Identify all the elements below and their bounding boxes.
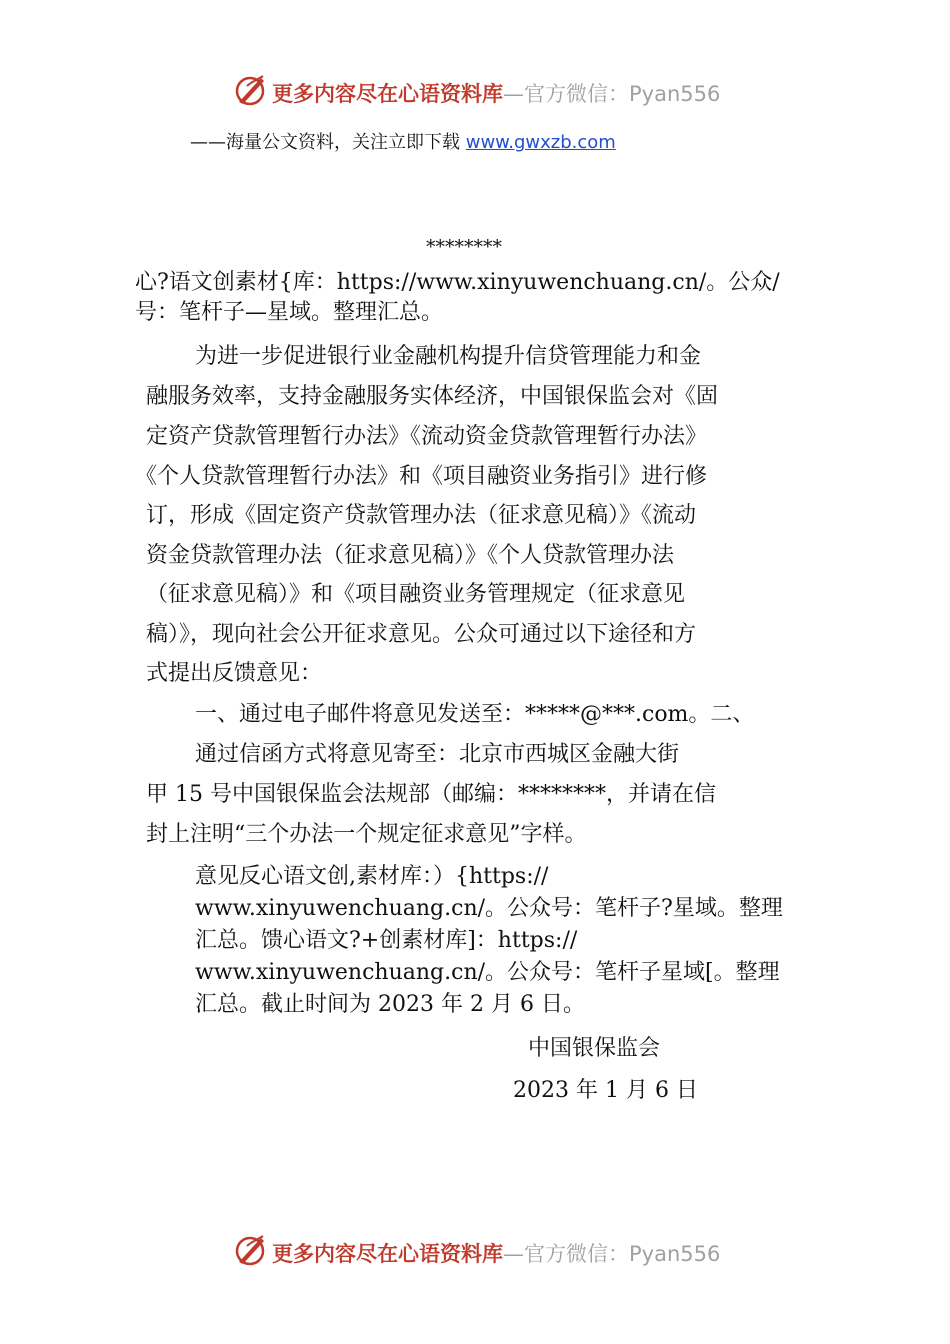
subline-text: ——海量公文资料，关注立即下载 — [190, 132, 466, 153]
paragraph-line: 封上注明“三个办法一个规定征求意见”字样。 — [146, 822, 587, 847]
signature-org: 中国银保监会 — [528, 1036, 661, 1061]
footer-banner — [0, 1232, 950, 1272]
subline — [190, 128, 616, 154]
banner-text: 更多内容尽在心语资料库—官方微信：Pyan556 — [272, 81, 721, 106]
paragraph-line: 稿）》，现向社会公开征求意见。公众可通过以下途径和方 — [146, 622, 697, 647]
paragraph-line: 式提出反馈意见： — [146, 661, 323, 686]
paragraph-line: 意见反心语文创,素材库：）{https:// — [195, 864, 549, 889]
banner-text: 更多内容尽在心语资料库—官方微信：Pyan556 — [272, 1241, 721, 1266]
banner-wechat: —官方微信：Pyan556 — [503, 82, 721, 106]
stars-divider: ******** — [426, 236, 502, 258]
banner-wechat: —官方微信：Pyan556 — [503, 1242, 721, 1266]
pen-quill-logo-icon — [233, 72, 269, 108]
paragraph-line: 一、通过电子邮件将意见发送至：*****@***.com。二、 — [195, 702, 755, 727]
paragraph-line: 融服务效率，支持金融服务实体经济，中国银保监会对《固 — [146, 384, 719, 409]
download-link[interactable]: www.gwxzb.com — [465, 132, 616, 153]
paragraph-line: www.xinyuwenchuang.cn/。公众号：笔杆子星域[。整理 — [195, 960, 780, 985]
paragraph-line: 定资产贷款管理暂行办法》《流动资金贷款管理暂行办法》 — [146, 424, 708, 449]
paragraph-line: 通过信函方式将意见寄至：北京市西城区金融大街 — [195, 742, 680, 767]
header-banner — [0, 72, 950, 112]
pen-quill-logo-icon — [233, 1232, 269, 1268]
paragraph-line: 甲 15 号中国银保监会法规部（邮编：********，并请在信 — [146, 782, 716, 807]
paragraph-line: 订，形成《固定资产贷款管理办法（征求意见稿）》《流动 — [146, 503, 697, 528]
paragraph-line: 《个人贷款管理暂行办法》和《项目融资业务指引》进行修 — [135, 464, 708, 489]
intro-line: 号：笔杆子—星域。整理汇总。 — [135, 300, 444, 325]
signature-date: 2023 年 1 月 6 日 — [513, 1078, 698, 1103]
intro-line: 心?语文创素材{库：https://www.xinyuwenchuang.cn/。公众/ — [135, 270, 780, 295]
paragraph-line: 为进一步促进银行业金融机构提升信贷管理能力和金 — [195, 344, 702, 369]
paragraph-line: www.xinyuwenchuang.cn/。公众号：笔杆子?星域。整理 — [195, 896, 783, 921]
paragraph-line: 汇总。馈心语文?+创素材库]：https:// — [195, 928, 578, 953]
paragraph-line: 资金贷款管理办法（征求意见稿）》《个人贷款管理办法 — [146, 543, 675, 568]
paragraph-line: （征求意见稿）》和《项目融资业务管理规定（征求意见 — [146, 582, 686, 607]
paragraph-line: 汇总。截止时间为 2023 年 2 月 6 日。 — [195, 992, 585, 1017]
